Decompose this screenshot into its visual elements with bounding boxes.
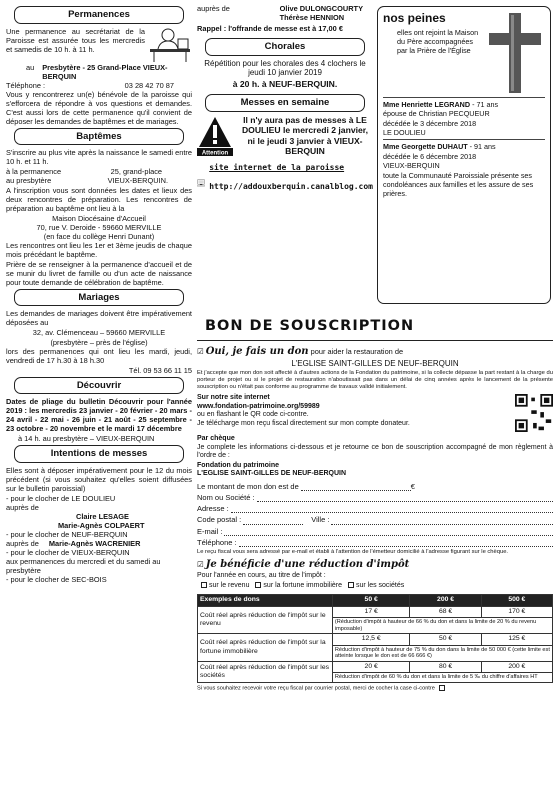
bon-recu: Le reçu fiscal vous sera adressé par e-mail et établi à l'attention de l'émetteur domicilié à l'adresse figurant sur le chèque.: [197, 548, 509, 555]
tax-head-amount-2: 200 €: [410, 595, 481, 606]
site-section: [197, 163, 373, 203]
checkbox-societes[interactable]: [348, 582, 354, 588]
baptemes-addr3: (en face du collège Henri Dunant): [43, 231, 155, 241]
tax-table: [197, 594, 553, 683]
semaine-section: [197, 115, 373, 157]
mariages-p1: Les demandes de mariages doivent être impérativement déposées au: [6, 309, 192, 328]
bon-euro: €: [410, 481, 415, 491]
peines-d2-age: - 91 ans: [469, 142, 496, 152]
tax-cell: 17 €: [332, 606, 410, 617]
mid-top-label: auprès de: [197, 4, 230, 13]
baptemes-place2: 25, grand-place: [110, 167, 162, 177]
tax-cell: 20 €: [332, 661, 410, 672]
bon-oui: Oui, je fais un don: [205, 345, 309, 357]
baptemes-place3: au presbytère: [6, 176, 52, 186]
bon-opt3: sur les sociétés: [355, 581, 405, 589]
checkbox-revenu[interactable]: [201, 582, 207, 588]
permanences-title: Permanences: [14, 6, 184, 24]
mariages-section: [6, 309, 192, 374]
intentions-l4: auprès de: [6, 539, 39, 549]
intentions-title: Intentions de messes: [14, 445, 184, 463]
email-input[interactable]: [224, 528, 553, 536]
baptemes-addr2: 70, rue V. Deroide - 59660 MERVILLE: [36, 222, 162, 232]
qr-code-icon[interactable]: [515, 394, 553, 432]
peines-box: [377, 6, 551, 304]
tax-row-label: Coût réel après réduction de l'impôt sur les sociétés: [198, 661, 333, 682]
bon-souscription: [197, 318, 553, 692]
intentions-l2: auprès de: [6, 503, 39, 513]
bon-cheque-p: Je complete les informations ci-dessous et je retourne ce bon de souscription accompagné de mon règlement à l'ordre de :: [197, 443, 553, 460]
permanences-tel-label: Téléphone :: [6, 80, 46, 90]
bon-oui-rest: pour aider la restauration de: [310, 346, 404, 356]
permanences-addr: Presbytère - 25 Grand-Place VIEUX-BERQUIN: [42, 62, 168, 81]
bon-footnote: Si vous souhaitez recevoir votre reçu fiscal par courrier postal, merci de cocher la case ci-contre: [197, 685, 435, 692]
semaine-title: Messes en semaine: [205, 94, 365, 112]
tax-head-amount-1: 50 €: [332, 595, 410, 606]
chorales-title: Chorales: [205, 38, 365, 56]
chorales-p2: à 20 h. à NEUF-BERQUIN.: [232, 79, 338, 90]
intentions-n2: Marie-Agnès COLPAERT: [58, 521, 145, 531]
bon-adr-label: Adresse :: [197, 504, 229, 514]
semaine-p1: Il n'y aura pas de messes à LE DOULIEU le mercredi 2 janvier, ni le jeudi 3 janvier à VIEUX-BERQUIN: [241, 115, 369, 156]
bon-mail-label: E-mail :: [197, 526, 223, 536]
permanences-text: Une permanence au secrétariat de la Paroisse est assurée tous les mercredis et samedis de 10 h. à 11 h.: [6, 26, 145, 54]
bon-opt1: sur le revenu: [209, 581, 250, 589]
computer-icon: [197, 163, 205, 203]
permanences-text-2: Vous y rencontrerez un(e) bénévole de la paroisse qui s'efforcera de répondre à vos questions et demandes. C'est aussi lors de cette permanence qu'il convient de déposer les demandes de baptêmes et de mariages.: [6, 89, 192, 126]
bon-nom-label: Nom ou Société :: [197, 493, 255, 503]
checkbox-courrier[interactable]: [439, 685, 445, 691]
baptemes-p2: A l'inscription vous sont données les dates et lieux des deux rencontres de préparation. Les rencontres de préparation au baptême ont lieu à la: [6, 185, 192, 213]
cross-icon: [485, 11, 545, 95]
peines-d1-l3: décédée le 3 décembre 2018: [383, 118, 477, 128]
intentions-l5: - pour le clocher de VIEUX-BERQUIN: [6, 548, 130, 558]
bon-cheque-o1: Fondation du patrimoine: [197, 461, 280, 469]
decouvrir-section: [6, 397, 192, 443]
peines-p2: toute la Communauté Paroissiale présente ses condoléances aux familles et les assure de ses prières.: [383, 170, 534, 199]
tax-head-label: Exemples de dons: [198, 595, 333, 606]
tax-cell: 68 €: [410, 606, 481, 617]
intentions-n3: Marie-Agnès WACRENIER: [48, 539, 141, 549]
baptemes-p4: Prière de se renseigner à la permanence d'accueil et de se munir du livret de famille ou d'un acte de naissance pour toute demande de célébration de baptême.: [6, 259, 192, 287]
bon-opt2: sur la fortune immobilière: [263, 581, 343, 589]
permanences-section: [6, 27, 192, 126]
peines-d2-l3: VIEUX-BERQUIN: [383, 161, 440, 171]
bon-tel-label: Téléphone :: [197, 537, 237, 547]
checkbox-reduc[interactable]: ☑: [197, 560, 204, 570]
chorales-p1: Répétition pour les chorales des 4 clochers le jeudi 10 janvier 2019: [204, 58, 366, 78]
baptemes-addr1: Maison Diocésaine d'Accueil: [52, 213, 146, 223]
bon-cheque-o2: L'EGLISE SAINT-GILLES DE NEUF-BERQUIN: [197, 470, 347, 478]
nom-input[interactable]: [257, 494, 553, 502]
bon-site-l3: Je télécharge mon reçu fiscal directement sur mon compte donateur.: [197, 419, 410, 427]
intentions-l3: - pour le clocher de NEUF-BERQUIN: [6, 530, 128, 540]
middle-column: [197, 4, 373, 203]
mid-top-n2: Thérèse HENNION: [279, 13, 345, 23]
checkbox-fortune[interactable]: [255, 582, 261, 588]
bon-site-h: Sur notre site internet: [197, 394, 270, 402]
intentions-section: [6, 466, 192, 584]
site-title: site internet de la paroisse: [209, 163, 345, 173]
tax-cell: 200 €: [481, 661, 552, 672]
peines-d1-l2: épouse de Christian PECQUEUR: [383, 109, 490, 119]
baptemes-place4: VIEUX-BERQUIN.: [107, 176, 168, 186]
baptemes-section: [6, 148, 192, 286]
left-column: [6, 4, 192, 586]
secretary-illustration: [148, 27, 192, 63]
permanences-tel: 03 28 42 70 87: [124, 80, 174, 90]
tax-note: (Réduction d'impôt à hauteur de 66 % du don et dans la limite de 20 % du revenu imposable): [332, 617, 552, 633]
checkbox-oui[interactable]: ☑: [197, 346, 204, 356]
intentions-n1: Claire LESAGE: [76, 512, 129, 522]
bon-cheque-h: Par chèque: [197, 435, 235, 443]
decouvrir-p1: Dates de pliage du bulletin Découvrir pour l'année 2019 : les mercredis 23 janvier - 20 février - 20 mars - 24 avril - 22 mai - 26 juin - 21 août - 25 septembre - 23 octobre - 20 novembre et le mardi 17 décembre: [6, 397, 192, 434]
decouvrir-title: Découvrir: [14, 377, 184, 395]
intentions-l7: - pour le clocher de SEC-BOIS: [6, 575, 107, 585]
bon-title: BON DE SOUSCRIPTION: [205, 318, 415, 334]
tax-row: [198, 661, 553, 672]
peines-title: nos peines: [383, 11, 446, 25]
site-url[interactable]: http://addouxberquin.canalblog.com: [209, 181, 373, 191]
decouvrir-p2: à 14 h. au presbytère – VIEUX-BERQUIN: [18, 434, 155, 444]
mariages-title: Mariages: [14, 289, 184, 307]
ville-input[interactable]: [331, 517, 553, 525]
tax-row: [198, 606, 553, 617]
bon-site-l2: ou en flashant le QR code ci-contre.: [197, 411, 309, 419]
bon-annee: Pour l'année en cours, au titre de l'impôt :: [197, 572, 326, 580]
mariages-tel: Tél. 09 53 66 11 15: [128, 365, 192, 375]
peines-d1-name: Mme Henriette LEGRAND: [383, 100, 471, 109]
mariages-addr1: 32, av. Clémenceau – 59660 MERVILLE: [32, 328, 166, 338]
intentions-p1: Elles sont à déposer impérativement pour le 12 du mois précédent (si vous souhaitez qu'elles soient diffusées sur le bulletin paroissial): [6, 465, 192, 494]
bon-legal: Et j'accepte que mon don soit affecté à d'autres actions de la Fondation du patrimoine, si la collecte dépasse la part restant à la charge du porteur de projet ou si le projet de restauration n'aboutissait pas dans un délai de cinq années après le lancement de la présente souscription ou n'était pas conforme au programme de travaux validé initialement.: [197, 369, 553, 391]
bon-reduc: Je bénéficie d'une réduction d'impôt: [205, 559, 410, 571]
baptemes-p1: S'inscrire au plus vite après la naissance le samedi entre 10 h. et 11 h.: [6, 148, 192, 167]
peines-divider-2: [383, 139, 545, 140]
baptemes-title: Baptêmes: [14, 128, 184, 146]
peines-d2-name: Mme Georgette DUHAUT: [383, 142, 468, 152]
peines-p1: elles ont rejoint la Maison du Père accompagnées par la Prière de l'Église: [397, 27, 479, 56]
mid-top-names: [197, 4, 373, 22]
bon-site-url[interactable]: www.fondation-patrimoine.org/59989: [197, 402, 320, 410]
mariages-addr2: (presbytère – près de l'église): [50, 337, 148, 347]
peines-divider: [383, 97, 545, 98]
baptemes-place1: à la permanence: [6, 167, 62, 177]
bon-ville-label: Ville :: [311, 515, 330, 525]
tax-cell: 170 €: [481, 606, 552, 617]
adresse-input[interactable]: [231, 505, 553, 513]
tax-note: Réduction d'impôt à hauteur de 75 % du don dans la limite de 50 000 € (cette limite est atteinte lorsque le don est de 66 666 €): [332, 645, 552, 661]
rappel-text: Rappel : l'offrande de messe est à 17,00 €: [197, 24, 343, 34]
tax-cell: 50 €: [410, 634, 481, 645]
mariages-p2: lors des permanences qui ont lieu les mardi, jeudi, vendredi de 17 h.30 à 18 h.30: [6, 346, 192, 365]
peines-d1-age: - 71 ans: [472, 100, 499, 109]
tax-cell: 12,5 €: [332, 634, 410, 645]
tax-row-label: Coût réel après réduction de l'impôt sur le revenu: [198, 606, 333, 634]
tax-note: Réduction d'impôt de 60 % du don et dans la limite de 5 ‰ du chiffre d'affaires HT: [332, 673, 552, 683]
mid-top-n1: Olive DULONGCOURTY: [279, 4, 363, 13]
cp-input[interactable]: [243, 517, 303, 525]
attention-label: Attention: [201, 150, 229, 157]
intentions-l6: aux permanences du mercredi et du samedi au presbytère: [6, 557, 161, 576]
permanences-addr-label: au: [26, 62, 35, 72]
bon-eglise: L'EGLISE SAINT-GILLES DE NEUF-BERQUIN: [291, 358, 459, 368]
tax-head-amount-3: 500 €: [481, 595, 552, 606]
montant-input[interactable]: [301, 483, 411, 491]
peines-d1-l4: LE DOULIEU: [383, 128, 426, 138]
peines-d2-l2: décédée le 6 décembre 2018: [383, 151, 477, 161]
tax-cell: 80 €: [410, 661, 481, 672]
intentions-l1: - pour le clocher de LE DOULIEU: [6, 494, 116, 504]
baptemes-p3: Les rencontres ont lieu les 1er et 3ème jeudis de chaque mois précédant le baptême.: [6, 240, 192, 259]
tax-row: [198, 634, 553, 645]
telephone-input[interactable]: [239, 539, 553, 547]
bon-montant-label: Le montant de mon don est de: [197, 481, 299, 491]
attention-icon: [197, 115, 233, 157]
tax-row-label: Coût réel après réduction de l'impôt sur la fortune immobilière: [198, 634, 333, 662]
bon-cp-label: Code postal :: [197, 515, 242, 525]
tax-cell: 125 €: [481, 634, 552, 645]
